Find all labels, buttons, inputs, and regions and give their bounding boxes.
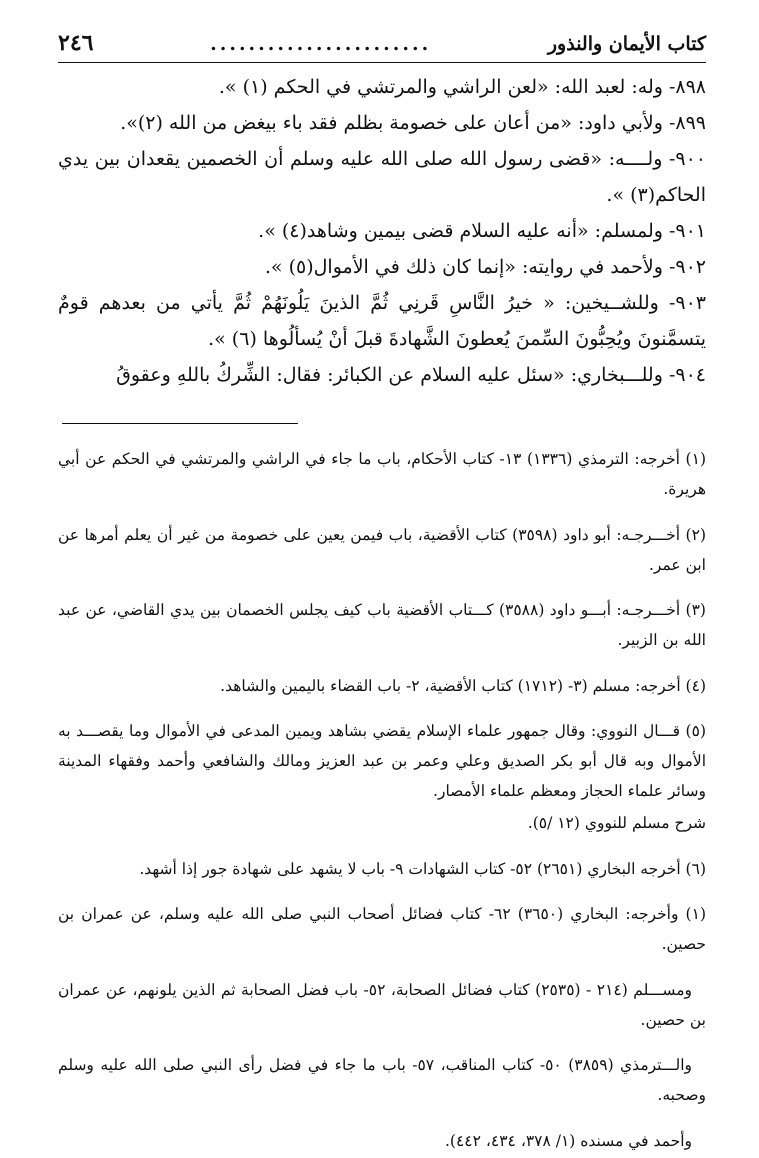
header-dot-leader: .......................: [210, 33, 432, 55]
hadith-paragraph: ٨٩٩- ولأبي داود: «من أعان على خصومة بظلم فقد باء بيغض من الله (٢)».: [120, 112, 706, 134]
footnote: (١) أخرجه: الترمذي (١٣٣٦) ١٣- كتاب الأحكام، باب ما جاء في الراشي والمرتشي في الحكم عن أبي هريرة.: [58, 450, 706, 498]
footnote-continuation: والـــترمذي (٣٨٥٩) ٥٠- كتاب المناقب، ٥٧- باب ما جاء في فضل رأى النبي صلى الله عليه وسلم وصحبه.: [58, 1056, 706, 1104]
hadith-list: [58, 69, 706, 393]
page: [58, 28, 706, 1158]
footnote: (٣) أخـــرجـه: أبـــو داود (٣٥٨٨) كـــتاب الأقضية باب كيف يجلس الخصمان بين يدي القاضي، عن عبد الله بن الزبير.: [58, 601, 706, 649]
footnote: (٦) أخرجه البخاري (٢٦٥١) ٥٢- كتاب الشهادات ٩- باب لا يشهد على شهادة جور إذا أشهد.: [139, 859, 706, 878]
running-header: [58, 28, 706, 63]
footnote: (٤) أخرجه: مسلم (٣- (١٧١٢) كتاب الأقضية، ٢- باب القضاء باليمين والشاهد.: [220, 676, 706, 695]
footnote-continuation: وأحمد في مسنده (١/ ٣٧٨، ٤٣٤، ٤٤٢).: [445, 1131, 692, 1150]
footnote: (٢) أخـــرجـه: أبو داود (٣٥٩٨) كتاب الأقضية، باب فيمن يعين على خصومة من غير أن يعلم أمرها عن ابن عمر.: [58, 525, 706, 574]
hadith-paragraph: ٩٠٢- ولأحمد في روايته: «إنما كان ذلك في الأموال(٥) ».: [264, 256, 706, 278]
hadith-paragraph: ٨٩٨- وله: لعبد الله: «لعن الراشي والمرتشي في الحكم (١) ».: [218, 76, 706, 98]
footnote-continuation: ومســـلم (٢١٤ - (٢٥٣٥) كتاب فضائل الصحابة، ٥٢- باب فضل الصحابة ثم الذين يلونهم، عن عمران بن حصين.: [58, 980, 706, 1029]
footnote-list: [58, 444, 706, 1156]
book-title: كتاب الأيمان والنذور: [547, 33, 706, 55]
hadith-paragraph: ٩٠٤- وللـــبخاري: «سئل عليه السلام عن الكبائر: فقال: الشِّركُ باللهِ وعقوقُ: [116, 364, 706, 386]
footnote-separator-wrap: [58, 423, 706, 424]
footnote-source-line: شرح مسلم للنووي (١٢ /٥).: [527, 814, 706, 832]
footnote-separator: [62, 423, 298, 424]
footnote: (٥) قـــال النووي: وقال جمهور علماء الإسلام يقضي بشاهد ويمين المدعى في الأموال وما يقصـــد به الأموال وبه قال أبو بكر الصديق وعلي وعمر بن عبد العزيز ومالك والشافعي وأحمد وفقهاء المدينة وسائر علماء الحجاز ومعظم علماء الأمصار.: [58, 722, 706, 800]
hadith-paragraph: ٩٠١- ولمسلم: «أنه عليه السلام قضى بيمين وشاهد(٤) ».: [258, 220, 706, 242]
footnote: (١) وأخرجه: البخاري (٣٦٥٠) ٦٢- كتاب فضائل أصحاب النبي صلى الله عليه وسلم، عن عمران بن حصين.: [58, 905, 706, 953]
page-number: ٢٤٦: [58, 30, 94, 56]
hadith-paragraph: ٩٠٣- وللشــيخين: « خيرُ النَّاسِ قَرنِي ثُمَّ الذينَ يَلُونَهُمْ ثُمَّ يأتي من بعدهم قومٌ يتسمَّنونَ ويُحِبُّونَ السِّمنَ يُعطونَ الشَّهادةَ قبلَ أنْ يُسألُوها (٦) ».: [58, 292, 706, 350]
hadith-paragraph: ٩٠٠- ولــــه: «قضى رسول الله صلى الله عليه وسلم أن الخصمين يقعدان بين يدي الحاكم(٣) ».: [58, 148, 706, 206]
